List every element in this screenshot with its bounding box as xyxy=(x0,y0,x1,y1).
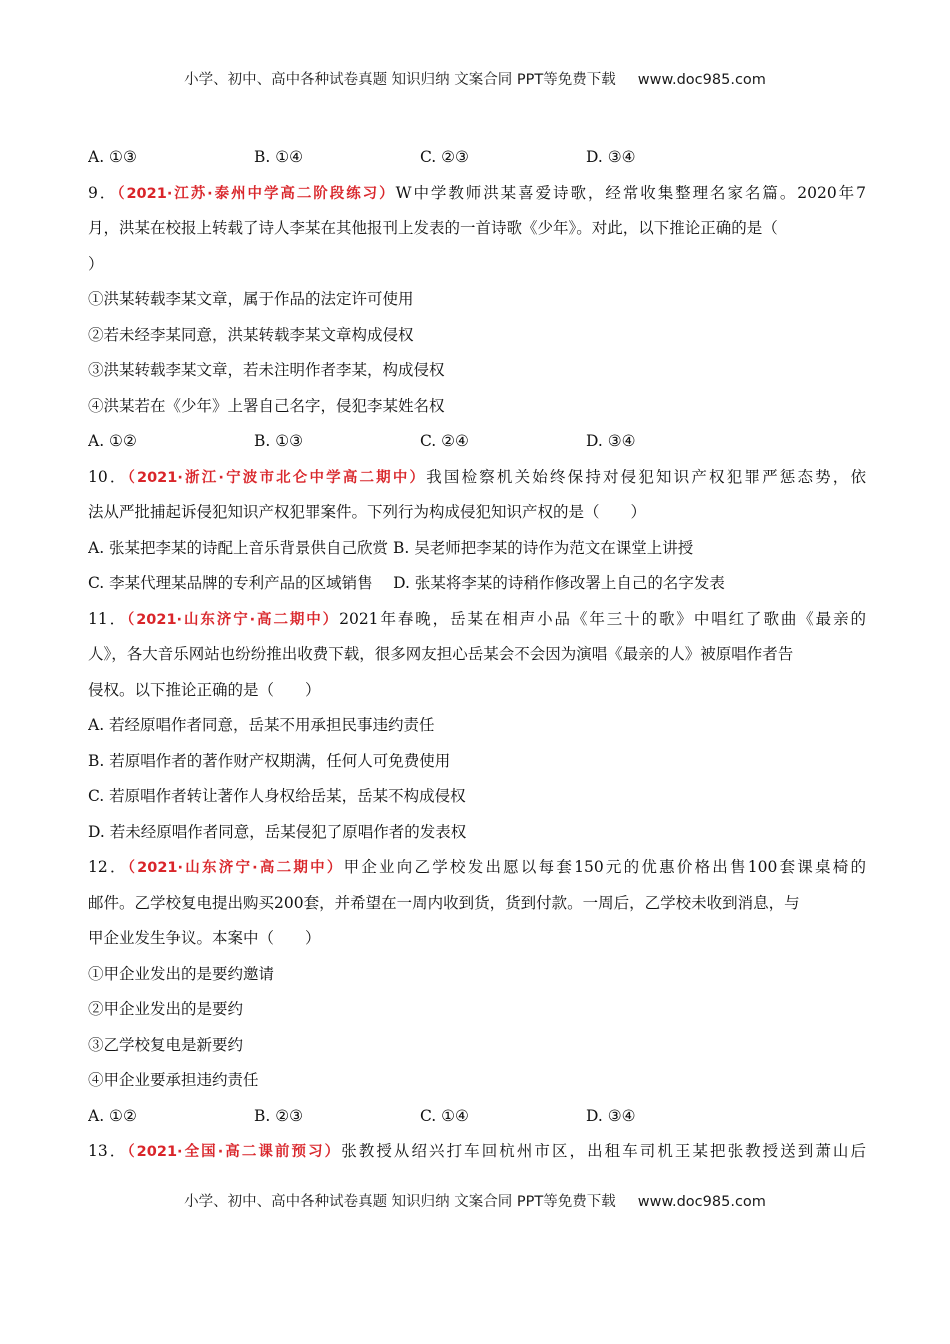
q9-item-4: ④洪某若在《少年》上署自己名字，侵犯李某姓名权 xyxy=(88,396,445,415)
q13-text-1: 张教授从绍兴打车回杭州市区，出租车司机王某把张教授送到萧山后 xyxy=(341,1142,866,1160)
q13-number: 13． xyxy=(88,1142,128,1160)
option-c: C. ②③ xyxy=(420,148,469,166)
q10-stem-line1 xyxy=(88,460,866,496)
q13-source: （2021·全国·高二课前预习） xyxy=(127,1144,342,1160)
q12-text-1: 甲企业向乙学校发出愿以每套150元的优惠价格出售100套课桌椅的 xyxy=(343,858,866,876)
q10-options-row2: C. 李某代理某品牌的专利产品的区域销售 D. 张某将李某的诗稍作修改署上自己的名字发表 xyxy=(88,574,725,592)
q12-source: （2021·山东济宁·高二期中） xyxy=(127,860,344,876)
q11-option-c: C. 若原唱作者转让著作人身权给岳某，岳某不构成侵权 xyxy=(88,787,466,805)
q11-option-a: A. 若经原唱作者同意，岳某不用承担民事违约责任 xyxy=(88,716,435,734)
footer-site: www.doc985.com xyxy=(637,1194,766,1210)
q11-stem-line2: 人》，各大音乐网站也纷纷推出收费下载，很多网友担心岳某会不会因为演唱《最亲的人》被原唱作者告 xyxy=(88,645,794,663)
q9-options xyxy=(88,424,866,460)
q11-stem-line1 xyxy=(88,602,866,638)
option-d: D. ③④ xyxy=(586,1106,636,1125)
option-c: C. ①④ xyxy=(420,1106,469,1125)
q12-number: 12． xyxy=(88,858,128,876)
q12-item-2: ②甲企业发出的是要约 xyxy=(88,1000,244,1018)
option-b: B. ②③ xyxy=(254,1106,304,1125)
option-a: A. ①③ xyxy=(88,148,137,166)
q12-stem-line2: 邮件。乙学校复电提出购买200套，并希望在一周内收到货，货到付款。一周后，乙学校未收到消息，与 xyxy=(88,893,800,912)
option-c: C. ②④ xyxy=(420,432,469,450)
q11-source: （2021·山东济宁·高二期中） xyxy=(127,611,340,628)
q11-text-1: 2021年春晚，岳某在相声小品《年三十的歌》中唱红了歌曲《最亲的 xyxy=(339,609,866,628)
q9-stem-line1 xyxy=(88,176,866,212)
q10-stem-line2: 法从严批捕起诉侵犯知识产权犯罪案件。下列行为构成侵犯知识产权的是（ ） xyxy=(88,503,647,521)
q9-item-3: ③洪某转载李某文章，若未注明作者李某，构成侵权 xyxy=(88,361,445,379)
option-d: D. ③④ xyxy=(586,148,636,166)
option-a: A. ①② xyxy=(88,1106,137,1125)
q12-item-3: ③乙学校复电是新要约 xyxy=(88,1035,244,1054)
q10-options-row1: A. 张某把李某的诗配上音乐背景供自己欣赏 B. 吴老师把李某的诗作为范文在课堂上讲授 xyxy=(88,538,694,557)
prev-question-options xyxy=(88,140,866,176)
option-b: B. ①④ xyxy=(254,148,304,166)
q9-item-2: ②若未经李某同意，洪某转载李某文章构成侵权 xyxy=(88,325,414,344)
q9-item-1: ①洪某转载李某文章，属于作品的法定许可使用 xyxy=(88,290,414,308)
q12-stem-line3: 甲企业发生争议。本案中（ ） xyxy=(88,929,321,947)
q9-stem-line3: ） xyxy=(88,254,104,273)
q12-stem-line1 xyxy=(88,850,866,886)
page-header xyxy=(0,68,950,89)
header-site: www.doc985.com xyxy=(637,72,766,88)
option-a: A. ①② xyxy=(88,432,137,450)
q13-stem-line1 xyxy=(88,1134,866,1170)
q10-text-1: 我国检察机关始终保持对侵犯知识产权犯罪严惩态势，依 xyxy=(426,467,866,486)
q12-item-4: ④甲企业要承担违约责任 xyxy=(88,1071,259,1089)
footer-text: 小学、初中、高中各种试卷真题 知识归纳 文案合同 PPT等免费下载 xyxy=(184,1194,616,1210)
q10-source: （2021·浙江·宁波市北仑中学高二期中） xyxy=(127,469,427,486)
q12-options xyxy=(88,1099,866,1135)
q12-item-1: ①甲企业发出的是要约邀请 xyxy=(88,964,275,983)
q11-option-d: D. 若未经原唱作者同意，岳某侵犯了原唱作者的发表权 xyxy=(88,822,467,841)
page-footer xyxy=(0,1190,950,1211)
q9-text-1: W中学教师洪某喜爱诗歌，经常收集整理名家名篇。2020年7 xyxy=(395,183,866,202)
q10-number: 10． xyxy=(88,467,128,486)
q11-number: 11． xyxy=(88,609,128,628)
q9-stem-line2: 月，洪某在校报上转载了诗人李某在其他报刊上发表的一首诗歌《少年》。对此，以下推论正确的是（ xyxy=(88,219,778,237)
q9-number: 9． xyxy=(88,183,118,202)
q11-stem-line3: 侵权。以下推论正确的是（ ） xyxy=(88,680,321,699)
option-d: D. ③④ xyxy=(586,432,636,450)
document-body xyxy=(88,140,866,1170)
q9-source: （2021·江苏·泰州中学高二阶段练习） xyxy=(117,185,396,202)
header-text: 小学、初中、高中各种试卷真题 知识归纳 文案合同 PPT等免费下载 xyxy=(184,72,616,88)
option-b: B. ①③ xyxy=(254,432,304,450)
q11-option-b: B. 若原唱作者的著作财产权期满，任何人可免费使用 xyxy=(88,751,451,770)
